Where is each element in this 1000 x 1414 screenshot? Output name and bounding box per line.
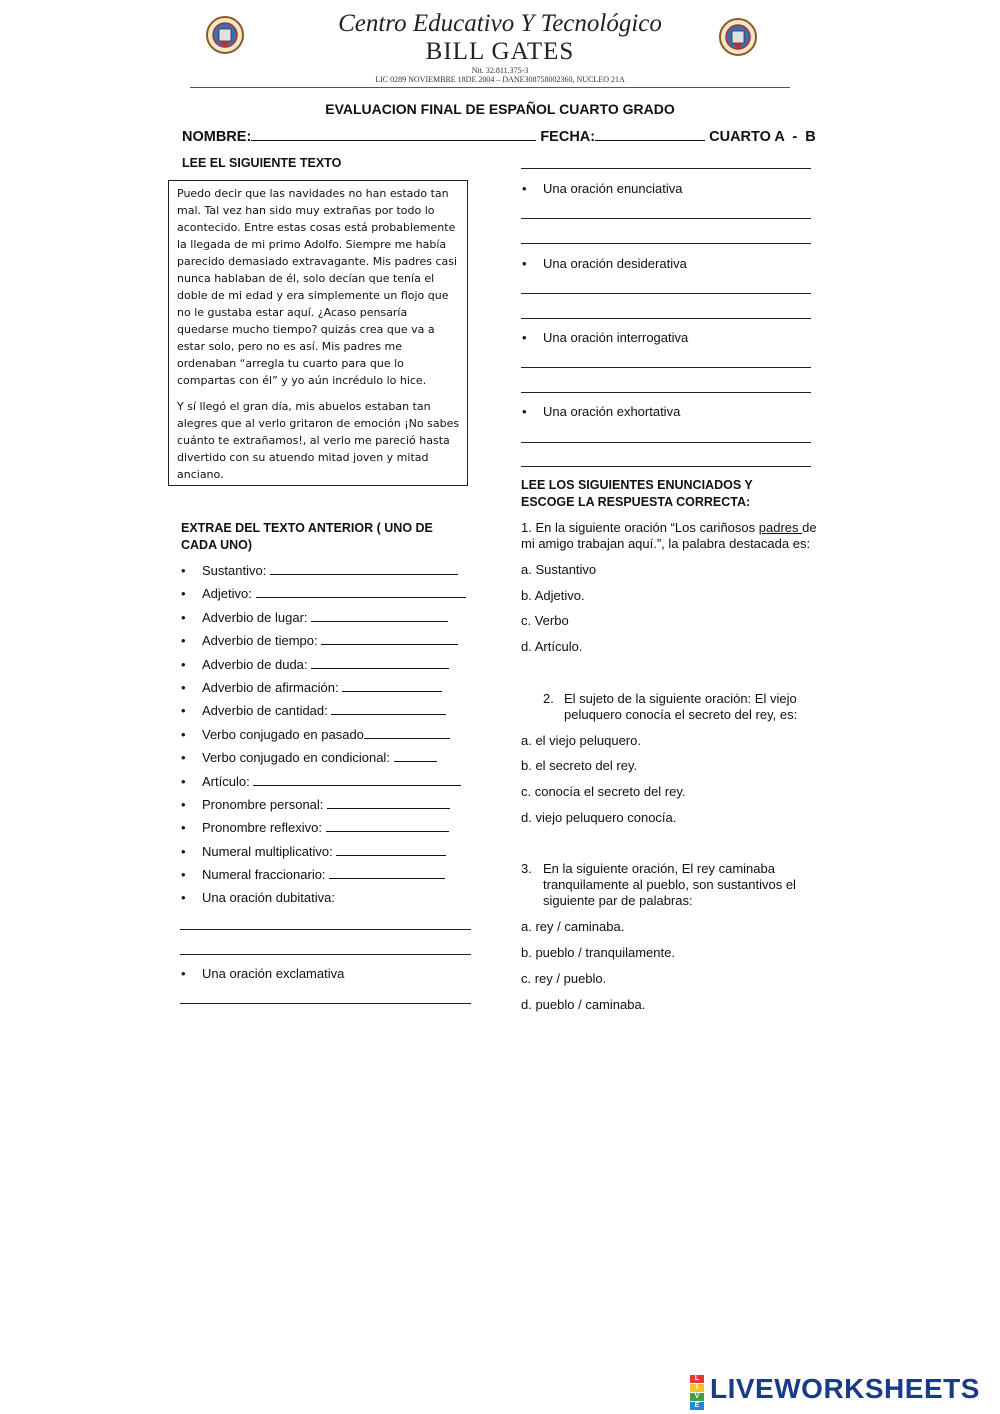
question-2: El sujeto de la siguiente oración: El viejo peluquero conocía el secreto del rey, es: (564, 691, 798, 722)
school-crest-right-icon (718, 17, 758, 57)
list-item: • Una oración interrogativa (522, 330, 689, 345)
questions-title: LEE LOS SIGUIENTES ENUNCIADOS Y ESCOGE LA RESPUESTA CORRECTA: (521, 478, 753, 509)
live-badge-icon: L I V E (690, 1375, 706, 1411)
highlighted-word: padres (758, 520, 803, 535)
answer-line[interactable] (327, 796, 450, 809)
question-3-number: 3. (521, 861, 532, 876)
reading-text-box (168, 180, 468, 486)
list-item: • Sustantivo: (181, 562, 466, 585)
name-label: NOMBRE: (182, 129, 252, 145)
option-1b[interactable]: b. Adjetivo. (521, 588, 585, 603)
option-2a[interactable]: a. el viejo peluquero. (521, 733, 641, 748)
liveworksheets-brand[interactable] (690, 1373, 990, 1409)
answer-line[interactable] (270, 562, 458, 575)
student-info-row (182, 128, 816, 145)
grade-label: CUARTO A - B (709, 129, 816, 145)
answer-line[interactable] (521, 168, 811, 169)
extract-list (181, 562, 466, 913)
list-item: • Numeral fraccionario: (181, 866, 466, 889)
list-item: • Numeral multiplicativo: (181, 843, 466, 866)
list-item: • Una oración enunciativa (522, 181, 683, 196)
reading-paragraph-2: Y sí llegó el gran día, mis abuelos estaban tan alegres que al verlo gritaron de emoción ¡No sabes cuánto te extrañamos!, al verlo me pareció hasta divertido con su atuendo mitad joven y mitad anciano. (177, 400, 460, 481)
list-item: • Pronombre reflexivo: (181, 819, 466, 842)
answer-line[interactable] (311, 656, 449, 669)
list-item: • Una oración exclamativa (181, 966, 345, 981)
answer-line[interactable] (180, 929, 471, 930)
reading-title: LEE EL SIGUIENTE TEXTO (182, 156, 342, 170)
answer-line[interactable] (256, 585, 466, 598)
answer-line[interactable] (253, 773, 461, 786)
answer-line[interactable] (521, 367, 811, 368)
reading-paragraph-1: Puedo decir que las navidades no han estado tan mal. Tal vez han sido muy extrañas por todo lo acontecido. Entre estas cosas está probablemente la llegada de mi primo Adolfo. Siempre me había parecido demasiado extravagante. Mis padres casi nunca hablaban de él, solo decían que tenía el doble de mi edad y era simplemente un flojo que no le gustaba estar aquí. ¿Acaso pensaría quedarse mucho tiempo? quizás crea que va a estar solo, pero no es así. Mis padres me ordenaban “arregla tu cuarto para que lo compartas con él” y yo aún incrédulo lo hice. (177, 187, 458, 387)
list-item: • Adverbio de afirmación: (181, 679, 466, 702)
answer-line[interactable] (342, 679, 442, 692)
list-item: • Verbo conjugado en condicional: (181, 749, 466, 772)
option-3c[interactable]: c. rey / pueblo. (521, 971, 607, 986)
question-3: En la siguiente oración, El rey caminaba tranquilamente al pueblo, son sustantivos el siguiente par de palabras: (543, 861, 796, 908)
option-2d[interactable]: d. viejo peluquero conocía. (521, 810, 677, 825)
answer-line[interactable] (331, 702, 446, 715)
school-subtitle: BILL GATES (425, 38, 575, 65)
option-2b[interactable]: b. el secreto del rey. (521, 758, 638, 773)
list-item: • Pronombre personal: (181, 796, 466, 819)
answer-line[interactable] (180, 954, 471, 955)
question-1: 1. En la siguiente oración “Los cariñosos padres de mi amigo trabajan aquí.”, la palabra destacada es: (521, 520, 817, 551)
school-license: LIC 0289 NOVIEMBRE 18DE 2004 – DANE308758002360, NUCLEO 21A (375, 75, 625, 84)
school-name: Centro Educativo Y Tecnológico (338, 10, 662, 37)
list-item: • Verbo conjugado en pasado (181, 726, 466, 749)
option-3d[interactable]: d. pueblo / caminaba. (521, 997, 646, 1012)
option-1c[interactable]: c. Verbo (521, 613, 569, 628)
brand-name: LIVEWORKSHEETS (710, 1373, 980, 1404)
list-item: • Adjetivo: (181, 585, 466, 608)
answer-line[interactable] (521, 218, 811, 219)
list-item: • Artículo: (181, 773, 466, 796)
answer-line[interactable] (336, 843, 446, 856)
list-item: • Adverbio de lugar: (181, 609, 466, 632)
answer-line[interactable] (521, 442, 811, 443)
list-item: • Una oración desiderativa (522, 256, 687, 271)
list-item: • Una oración exhortativa (522, 404, 681, 419)
extract-title: EXTRAE DEL TEXTO ANTERIOR ( UNO DE CADA UNO) (181, 521, 433, 552)
answer-line[interactable] (394, 749, 437, 762)
answer-line[interactable] (364, 726, 450, 739)
answer-line[interactable] (329, 866, 445, 879)
school-crest-left-icon (205, 15, 245, 55)
answer-line[interactable] (521, 318, 811, 319)
list-item: • Adverbio de cantidad: (181, 702, 466, 725)
exam-title: EVALUACION FINAL DE ESPAÑOL CUARTO GRADO (325, 101, 675, 117)
answer-line[interactable] (326, 819, 449, 832)
answer-line[interactable] (180, 1003, 471, 1004)
list-item: • Una oración dubitativa: (181, 889, 466, 912)
answer-line[interactable] (521, 466, 811, 467)
answer-line[interactable] (521, 243, 811, 244)
answer-line[interactable] (521, 293, 811, 294)
name-field[interactable] (251, 128, 536, 141)
option-1a[interactable]: a. Sustantivo (521, 562, 597, 577)
school-nit: Nit. 32.811.375-3 (471, 66, 529, 75)
option-3a[interactable]: a. rey / caminaba. (521, 919, 625, 934)
answer-line[interactable] (321, 632, 458, 645)
answer-line[interactable] (311, 609, 448, 622)
question-2-number: 2. (543, 691, 554, 706)
date-field[interactable] (595, 128, 705, 141)
option-2c[interactable]: c. conocía el secreto del rey. (521, 784, 686, 799)
option-3b[interactable]: b. pueblo / tranquilamente. (521, 945, 675, 960)
date-label: FECHA: (540, 129, 596, 145)
answer-line[interactable] (521, 392, 811, 393)
list-item: • Adverbio de duda: (181, 656, 466, 679)
list-item: • Adverbio de tiempo: (181, 632, 466, 655)
option-1d[interactable]: d. Artículo. (521, 639, 583, 654)
header-divider (190, 87, 790, 88)
